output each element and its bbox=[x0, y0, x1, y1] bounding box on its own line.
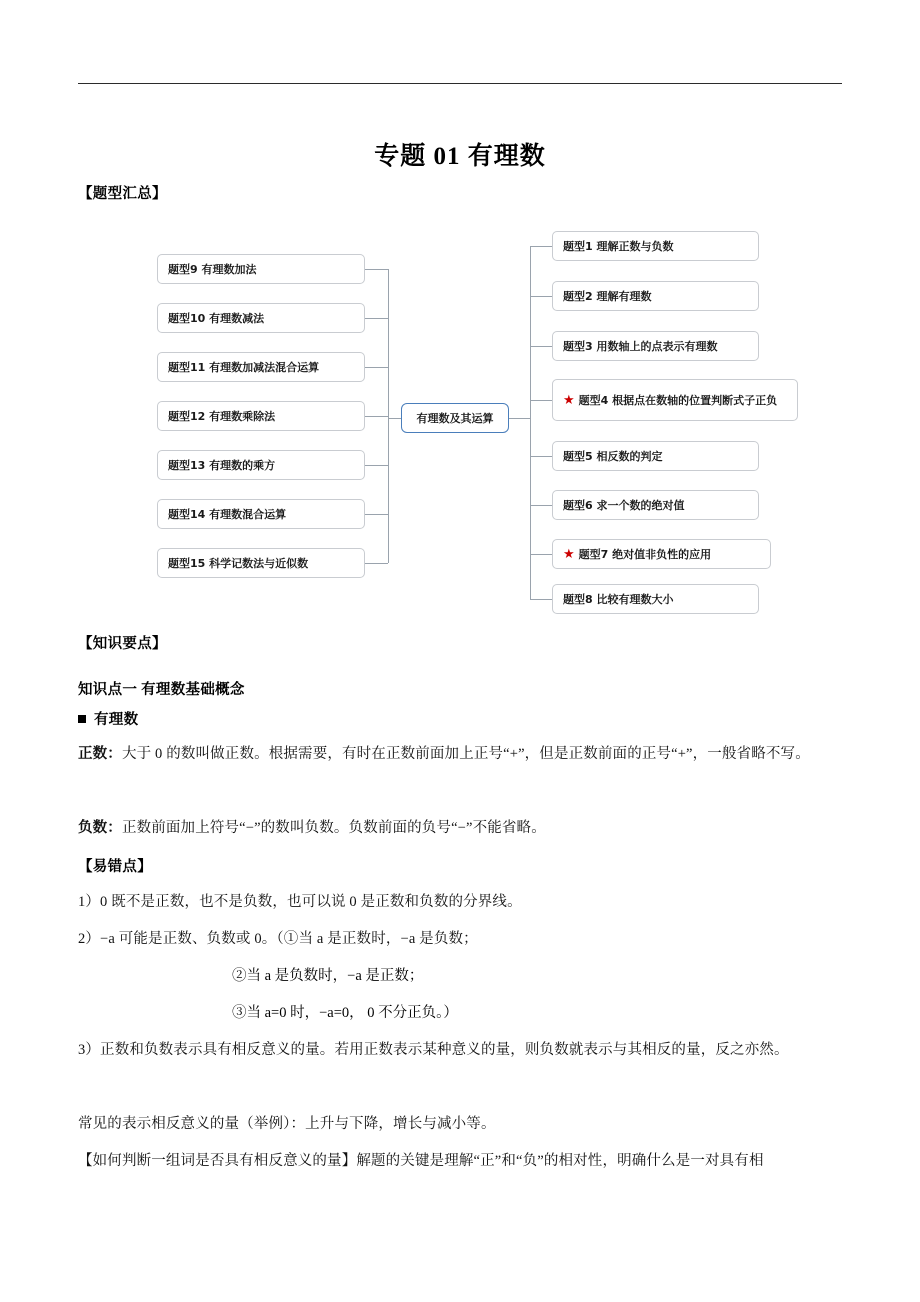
pitfall-item-2: 2）−a 可能是正数、负数或 0。（①当 a 是正数时，−a 是负数； bbox=[78, 931, 478, 947]
pitfall-item-2-sub-2: ②当 a 是负数时，−a 是正数； bbox=[232, 968, 424, 984]
mindmap-node-left-2[interactable] bbox=[157, 303, 365, 333]
paragraph-positive-definition bbox=[78, 736, 843, 773]
mindmap-node-left-6[interactable] bbox=[157, 499, 365, 529]
mindmap-node-label: 题型1 理解正数与负数 bbox=[563, 239, 674, 253]
mindmap-center-node[interactable] bbox=[401, 403, 509, 433]
header-divider bbox=[78, 83, 842, 84]
subheading-rational-label: 有理数 bbox=[94, 712, 139, 728]
mindmap-node-left-4[interactable] bbox=[157, 401, 365, 431]
mindmap-node-label: 题型4 根据点在数轴的位置判断式子正负 bbox=[578, 393, 778, 407]
mindmap-node-label: 题型13 有理数的乘方 bbox=[168, 458, 276, 472]
connector-left-3 bbox=[365, 367, 388, 368]
section-label-summary: 【题型汇总】 bbox=[78, 186, 167, 202]
pitfall-item-1: 1）0 既不是正数，也不是负数，也可以说 0 是正数和负数的分界线。 bbox=[78, 894, 522, 910]
connector-right-2 bbox=[530, 296, 552, 297]
knowledge-point-heading: 知识点一 有理数基础概念 bbox=[78, 682, 245, 698]
connector-left-4 bbox=[365, 416, 388, 417]
mindmap-node-label: 题型6 求一个数的绝对值 bbox=[563, 498, 685, 512]
mindmap-node-label: 题型12 有理数乘除法 bbox=[168, 409, 276, 423]
mindmap-node-right-3[interactable] bbox=[552, 331, 759, 361]
mindmap-node-left-3[interactable] bbox=[157, 352, 365, 382]
definition-negative: 正数前面加上符号“−”的数叫负数。负数前面的负号“−”不能省略。 bbox=[121, 820, 546, 836]
mindmap-node-label: 题型8 比较有理数大小 bbox=[563, 592, 674, 606]
mindmap-node-label: 题型2 理解有理数 bbox=[563, 289, 652, 303]
connector-left-to-center bbox=[388, 418, 401, 419]
mindmap-node-right-5[interactable] bbox=[552, 441, 759, 471]
mindmap-node-label: 题型7 绝对值非负性的应用 bbox=[578, 547, 712, 561]
connector-left-5 bbox=[365, 465, 388, 466]
mindmap-node-left-7[interactable] bbox=[157, 548, 365, 578]
star-icon: ★ bbox=[563, 392, 575, 408]
paragraph-negative-definition bbox=[78, 810, 843, 847]
pitfall-item-2-sub-3: ③当 a=0 时，−a=0， 0 不分正负。） bbox=[232, 1005, 458, 1021]
section-label-knowledge: 【知识要点】 bbox=[78, 636, 167, 652]
section-label-pitfall: 【易错点】 bbox=[78, 859, 152, 875]
connector-right-3 bbox=[530, 346, 552, 347]
mindmap-node-right-2[interactable] bbox=[552, 281, 759, 311]
mindmap-node-label: 题型15 科学记数法与近似数 bbox=[168, 556, 309, 570]
term-positive: 正数： bbox=[78, 746, 122, 762]
connector-right-7 bbox=[530, 554, 552, 555]
connector-center-to-right bbox=[509, 418, 530, 419]
mindmap-node-label: 题型14 有理数混合运算 bbox=[168, 507, 287, 521]
mindmap-node-right-6[interactable] bbox=[552, 490, 759, 520]
paragraph-judge-note: 【如何判断一组词是否具有相反意义的量】解题的关键是理解“正”和“负”的相对性，明确什么是一对具有相 bbox=[78, 1153, 764, 1169]
mindmap-node-label: 题型9 有理数加法 bbox=[168, 262, 257, 276]
connector-right-trunk bbox=[530, 246, 531, 599]
connector-right-4 bbox=[530, 400, 552, 401]
mindmap-node-right-7[interactable] bbox=[552, 539, 771, 569]
star-icon: ★ bbox=[563, 546, 575, 562]
connector-right-8 bbox=[530, 599, 552, 600]
mindmap-node-left-5[interactable] bbox=[157, 450, 365, 480]
subheading-rational bbox=[78, 708, 138, 729]
mindmap-node-label: 题型10 有理数减法 bbox=[168, 311, 265, 325]
mindmap-node-label: 题型3 用数轴上的点表示有理数 bbox=[563, 339, 718, 353]
connector-right-6 bbox=[530, 505, 552, 506]
connector-left-6 bbox=[365, 514, 388, 515]
mindmap-diagram bbox=[150, 220, 820, 620]
mindmap-node-left-1[interactable] bbox=[157, 254, 365, 284]
square-bullet-icon bbox=[78, 715, 86, 723]
connector-left-1 bbox=[365, 269, 388, 270]
term-negative: 负数： bbox=[78, 820, 122, 836]
mindmap-node-label: 题型11 有理数加减法混合运算 bbox=[168, 360, 320, 374]
connector-left-7 bbox=[365, 563, 388, 564]
paragraph-common-examples: 常见的表示相反意义的量（举例）：上升与下降，增长与减小等。 bbox=[78, 1116, 496, 1132]
connector-right-1 bbox=[530, 246, 552, 247]
mindmap-node-label: 题型5 相反数的判定 bbox=[563, 449, 663, 463]
connector-left-2 bbox=[365, 318, 388, 319]
page-title: 专题 01 有理数 bbox=[374, 143, 546, 170]
connector-left-trunk bbox=[388, 269, 389, 563]
connector-right-5 bbox=[530, 456, 552, 457]
mindmap-center-label: 有理数及其运算 bbox=[416, 411, 494, 425]
mindmap-node-right-8[interactable] bbox=[552, 584, 759, 614]
pitfall-item-3: 3）正数和负数表示具有相反意义的量。若用正数表示某种意义的量，则负数就表示与其相反的量，反之亦然。 bbox=[78, 1042, 789, 1058]
definition-positive: 大于 0 的数叫做正数。根据需要，有时在正数前面加上正号“+”，但是正数前面的正号“+”，一般省略不写。 bbox=[121, 746, 810, 762]
mindmap-node-right-1[interactable] bbox=[552, 231, 759, 261]
mindmap-node-right-4[interactable] bbox=[552, 379, 798, 421]
